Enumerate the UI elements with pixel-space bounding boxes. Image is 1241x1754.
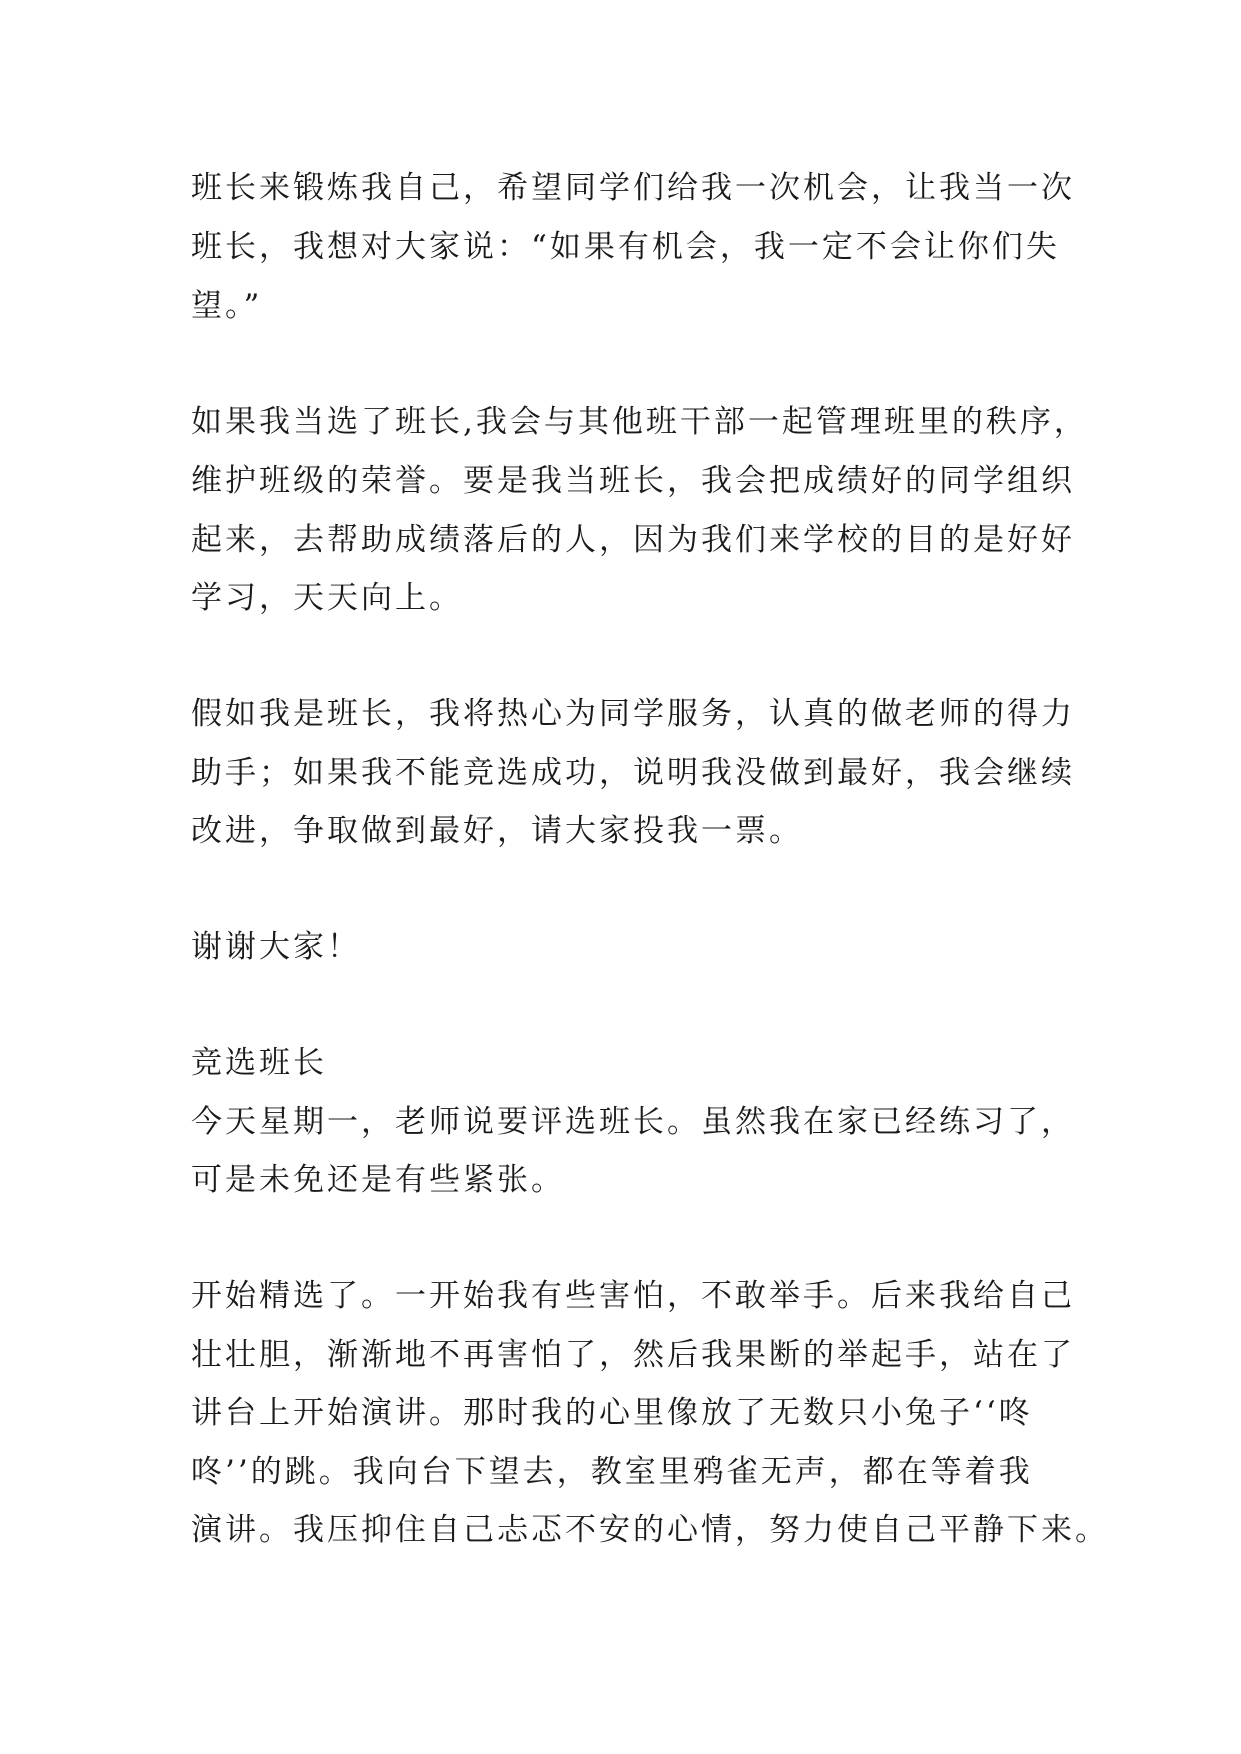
text-line: 望。” — [191, 288, 263, 324]
text-line: 咚’’的跳。我向台下望去，教室里鸦雀无声，都在等着我 — [191, 1454, 1033, 1490]
text-line: 起来，去帮助成绩落后的人，因为我们来学校的目的是好好 — [191, 522, 1075, 558]
text-line: 开始精选了。一开始我有些害怕，不敢举手。后来我给自己 — [191, 1278, 1075, 1314]
text-line: 假如我是班长，我将热心为同学服务，认真的做老师的得力 — [191, 696, 1075, 732]
text-line: 今天星期一，老师说要评选班长。虽然我在家已经练习了， — [191, 1104, 1075, 1140]
text-line: 学习，天天向上。 — [191, 580, 463, 616]
text-line: 如果我当选了班长,我会与其他班干部一起管理班里的秩序， — [191, 404, 1088, 440]
text-line: 改进，争取做到最好，请大家投我一票。 — [191, 813, 803, 849]
text-line: 助手；如果我不能竞选成功，说明我没做到最好，我会继续 — [191, 755, 1075, 791]
text-line: 壮壮胆，渐渐地不再害怕了，然后我果断的举起手，站在了 — [191, 1337, 1075, 1373]
text-line: 讲台上开始演讲。那时我的心里像放了无数只小兔子‘‘咚 — [191, 1395, 1033, 1431]
text-line: 维护班级的荣誉。要是我当班长，我会把成绩好的同学组织 — [191, 463, 1075, 499]
text-line: 谢谢大家！ — [191, 929, 361, 965]
section-heading: 竞选班长 — [191, 1045, 327, 1081]
text-line: 班长来锻炼我自己，希望同学们给我一次机会，让我当一次 — [191, 170, 1075, 206]
text-line: 班长，我想对大家说：“如果有机会，我一定不会让你们失 — [191, 229, 1060, 265]
text-line: 演讲。我压抑住自己忐忑不安的心情，努力使自己平静下来。 — [191, 1512, 1109, 1548]
text-line: 可是未免还是有些紧张。 — [191, 1162, 565, 1198]
